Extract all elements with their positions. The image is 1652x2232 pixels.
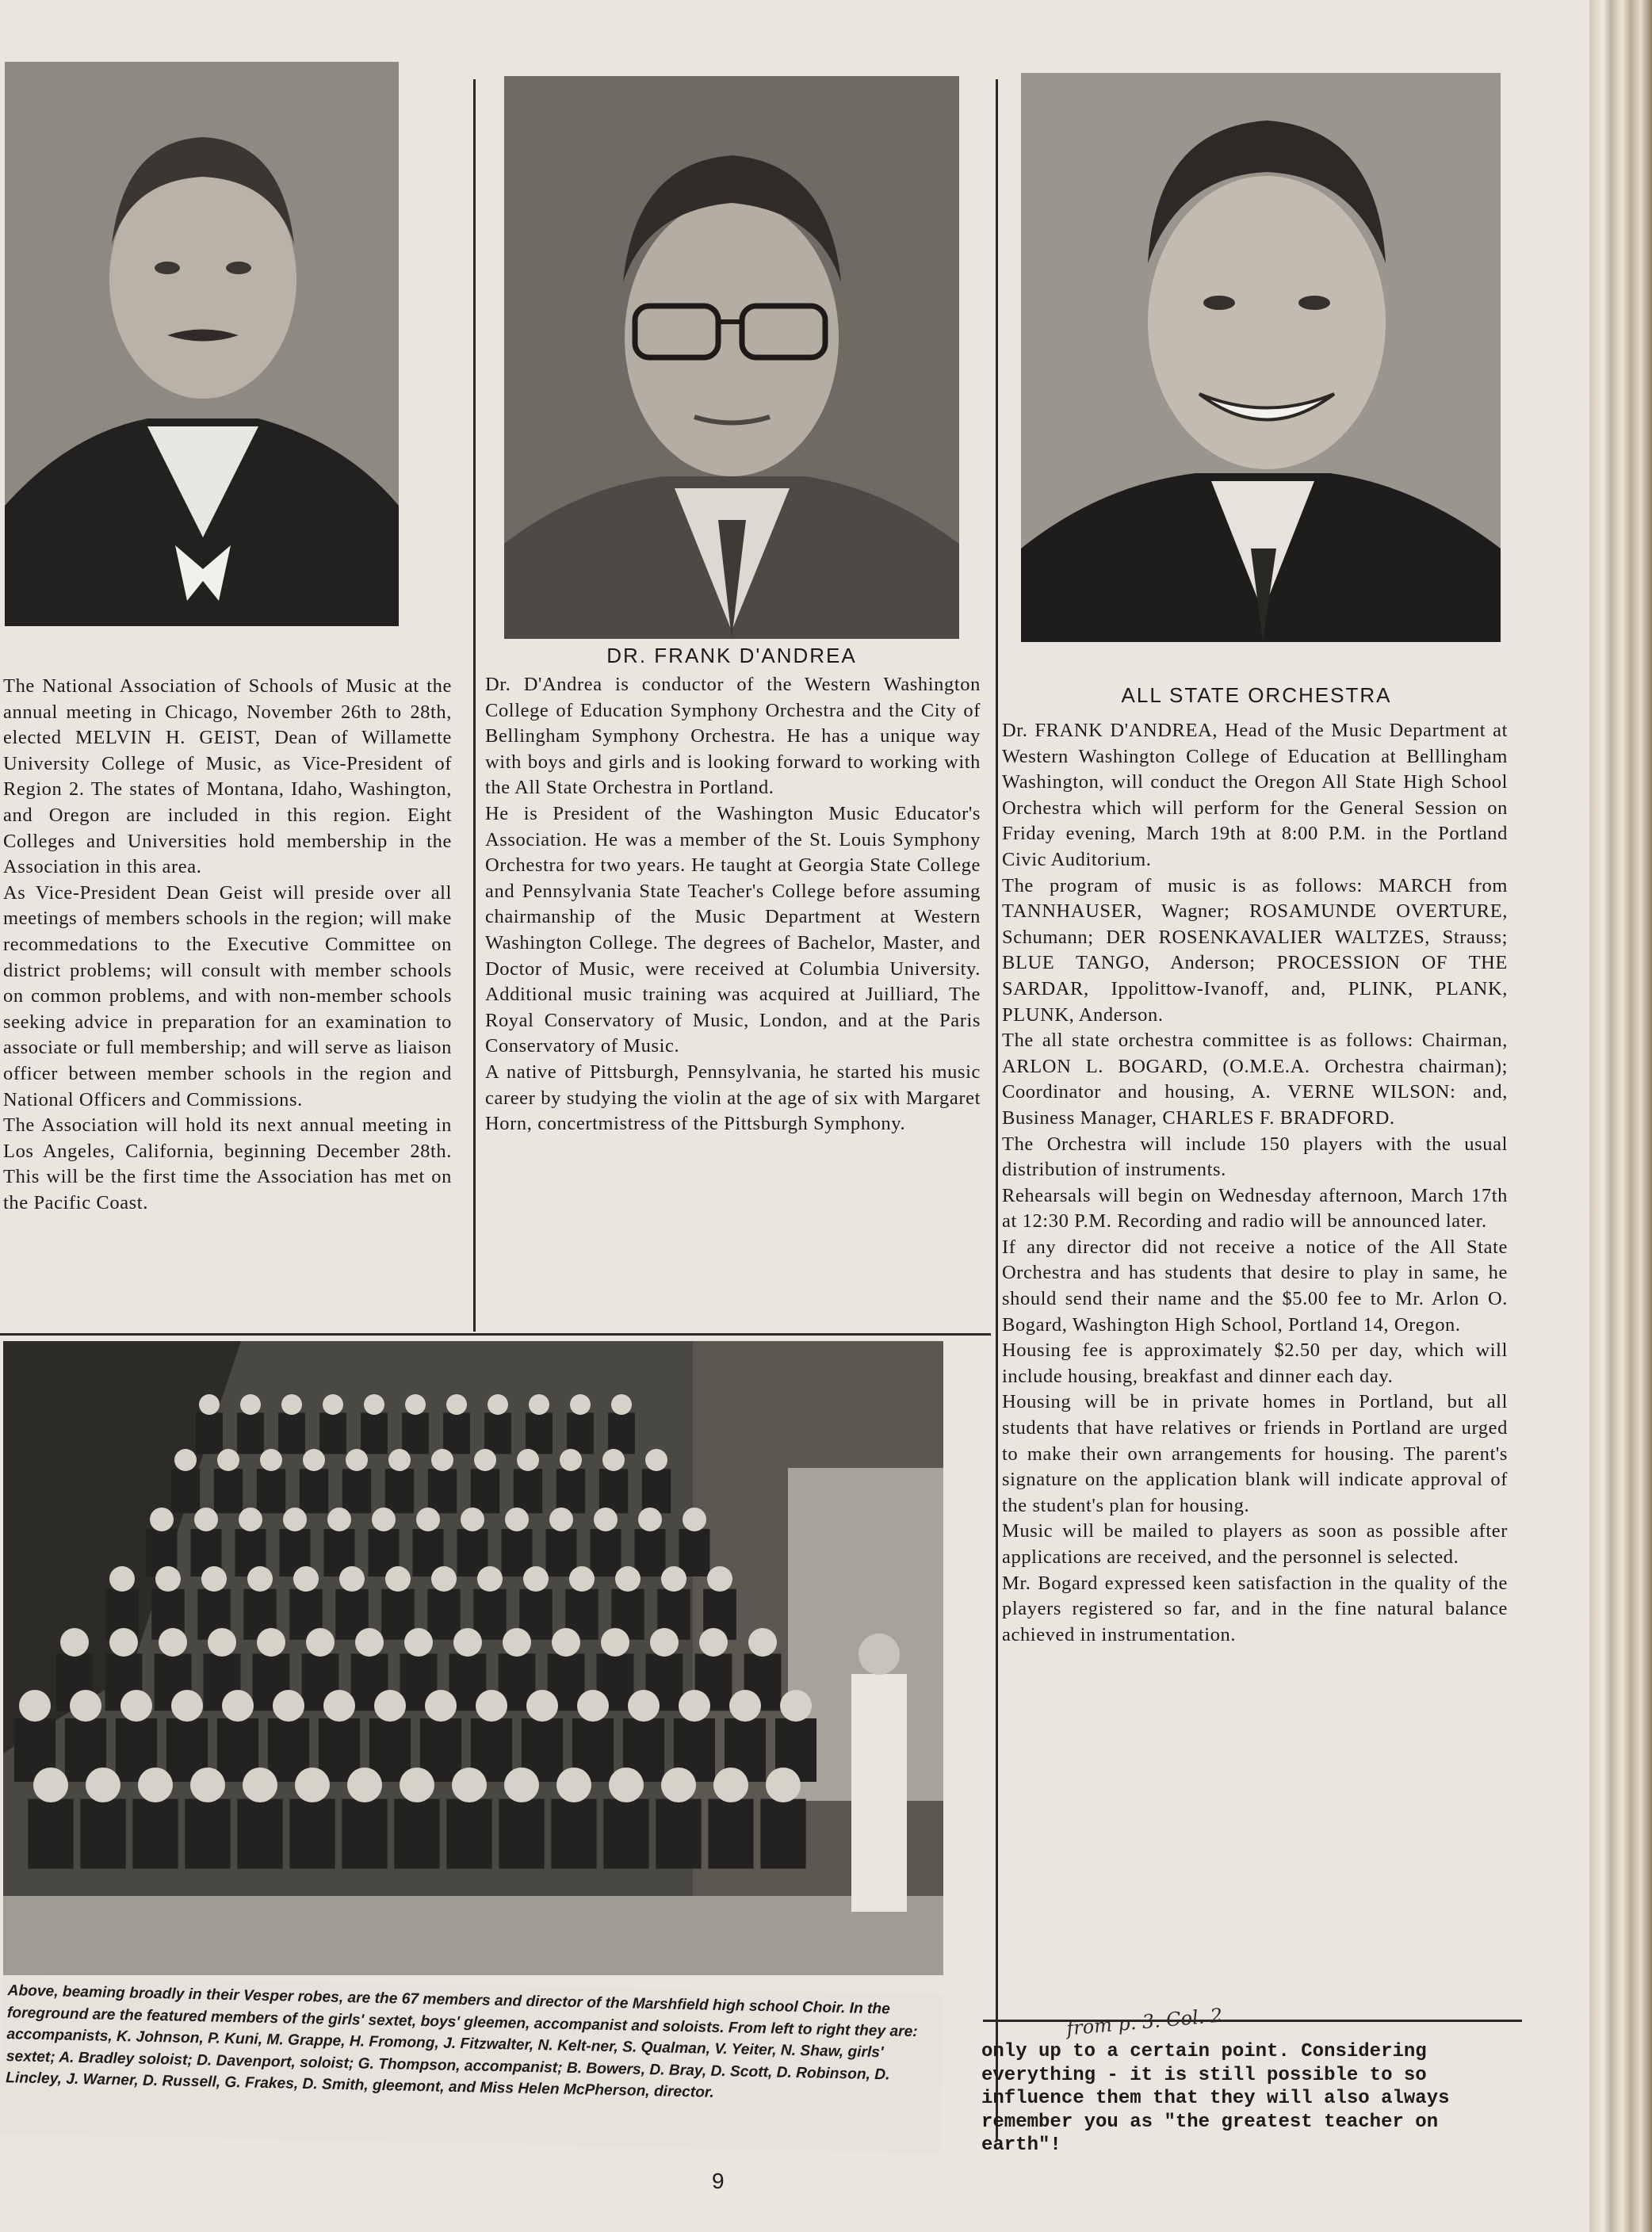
portrait-frank-dandrea [504,76,959,639]
book-page-edges [1589,0,1652,2232]
choir-photo [3,1341,943,1975]
typed-continuation: only up to a certain point. Considering everything - it is still possible to so influence them that they will also always remember you as "the greatest teacher on earth"! [981,2041,1450,2156]
article-paragraph: Dr. D'Andrea is conductor of the Western Washington College of Education Symphony Orchestra and the City of Bellingham Symphony Orchestra. He has a unique way with boys and girls and is looking forward to working with the All State Orchestra in Portland. [485,674,981,799]
article-paragraph: Rehearsals will begin on Wednesday afternoon, March 17th at 12:30 P.M. Recording and radio will be announced later. [1002,1184,1508,1233]
page-number: 9 [712,2169,725,2193]
portrait-illustration [5,62,399,626]
portrait-orchestra-figure [1021,73,1501,642]
portrait-illustration [1021,73,1501,642]
article-paragraph: The Association will hold its next annual meeting in Los Angeles, California, beginning December 28th. This will be the first time the Association has met on the Pacific Coast. [3,1114,452,1213]
article-paragraph: Mr. Bogard expressed keen satisfaction in the quality of the players registered so far, and in the fine natural balance achieved in instrumentation. [1002,1572,1508,1645]
portrait-melvin-geist [5,62,399,626]
portrait-caption: DR. FRANK D'ANDREA [606,644,857,667]
section-rule [983,2020,1522,2022]
portrait-illustration [504,76,959,639]
article-paragraph: Music will be mailed to players as soon as possible after applications are received, and the personnel is selected. [1002,1520,1508,1568]
handwritten-note: from p. 3. Col. 2 [1065,2004,1224,2040]
article-paragraph: As Vice-President Dean Geist will preside over all meetings of members schools in the region; will make recommedations to the Executive Committee on district problems; will consult with member schools on common problems, and with non-member schools seeking advice in preparation for an examination to associate or full membership; and will serve as liaison officer between member schools in the region and National Officers and Commissions. [3,881,452,1110]
left-column-article [3,674,452,1216]
choir-caption: Above, beaming broadly in their Vesper robes, are the 67 members and director of the Marshfield high school Choir. In the foreground are the featured members of the girls' sextet, boys' gleemen, accompanist and soloists. From left to right they are: accompanists, K. Johnson, P. Kuni, M. Grappe, H. Fromong, J. Fitzwalter, N. Kelt-ner, S. Qualman, V. Yeiter, N. Shaw, girls' sextet; A. Bradley soloist; D. Davenport, soloist; G. Thompson, accompanist; B. Bowers, D. Bray, D. Scott, D. Robinson, D. Lincley, J. Warner, D. Russell, G. Frakes, D. Smith, gleemont, and Miss Helen McPherson, director. [0,1975,943,2154]
article-paragraph: He is President of the Washington Music Educator's Association. He was a member of the St. Louis Symphony Orchestra for two years. He taught at Georgia State College and Pennsylvania State Teacher's College before assuming chairmanship of the Music Department at Western Washington College. The degrees of Bachelor, Master, and Doctor of Music, were received at Columbia University. Additional music training was acquired at Juilliard, The Royal Conservatory of Music, London, and at the Paris Conservatory of Music. [485,802,981,1057]
article-paragraph: A native of Pittsburgh, Pennsylvania, he started his music career by studying the violin at the age of six with Margaret Horn, concertmistress of the Pittsburgh Symphony. [485,1061,981,1135]
right-column-article [1002,718,1508,1648]
column-rule [996,79,998,2140]
article-paragraph: The all state orchestra committee is as follows: Chairman, ARLON L. BOGARD, (O.M.E.A. Orchestra chairman); Coordinator and housing, A. VERNE WILSON: and, Business Manager, CHARLES F. BRADFORD. [1002,1030,1508,1129]
right-column-heading: ALL STATE ORCHESTRA [1121,683,1392,707]
choir-illustration [3,1341,943,1975]
article-paragraph: If any director did not receive a notice of the All State Orchestra and has students that desire to play in same, he should send their name and the $5.00 fee to Mr. Arlon O. Bogard, Washington High School, Portland 14, Oregon. [1002,1236,1508,1336]
section-rule [0,1333,991,1336]
article-paragraph: Dr. FRANK D'ANDREA, Head of the Music Department at Western Washington College of Education at Belllingham Washington, will conduct the Oregon All State High School Orchestra which will perform for the General Session on Friday evening, March 19th at 8:00 P.M. in the Portland Civic Auditorium. [1002,720,1508,870]
middle-column-article [485,672,981,1137]
article-paragraph: The National Association of Schools of Music at the annual meeting in Chicago, November 26th to 28th, elected MELVIN H. GEIST, Dean of Willamette University College of Music, as Vice-President of Region 2. The states of Montana, Idaho, Washington, and Oregon are included in this region. Eight Colleges and Universities hold membership in the Association in this area. [3,675,452,878]
article-paragraph: Housing fee is approximately $2.50 per day, which will include housing, breakfast and dinner each day. [1002,1340,1508,1387]
article-paragraph: The program of music is as follows: MARCH from TANNHAUSER, Wagner; ROSAMUNDE OVERTURE, Schumann; DER ROSENKAVALIER WALTZES, Strauss; BLUE TANGO, Anderson; PROCESSION OF THE SARDAR, Ippolittow-Ivanoff, and, PLINK, PLANK, PLUNK, Anderson. [1002,874,1508,1026]
article-paragraph: Housing will be in private homes in Portland, but all students that have relatives or friends in Portland are urged to make their own arrangements for housing. The parent's signature on the application blank will indicate approval of the student's plan for housing. [1002,1391,1508,1516]
column-rule [473,79,476,1332]
article-paragraph: The Orchestra will include 150 players with the usual distribution of instruments. [1002,1133,1508,1181]
